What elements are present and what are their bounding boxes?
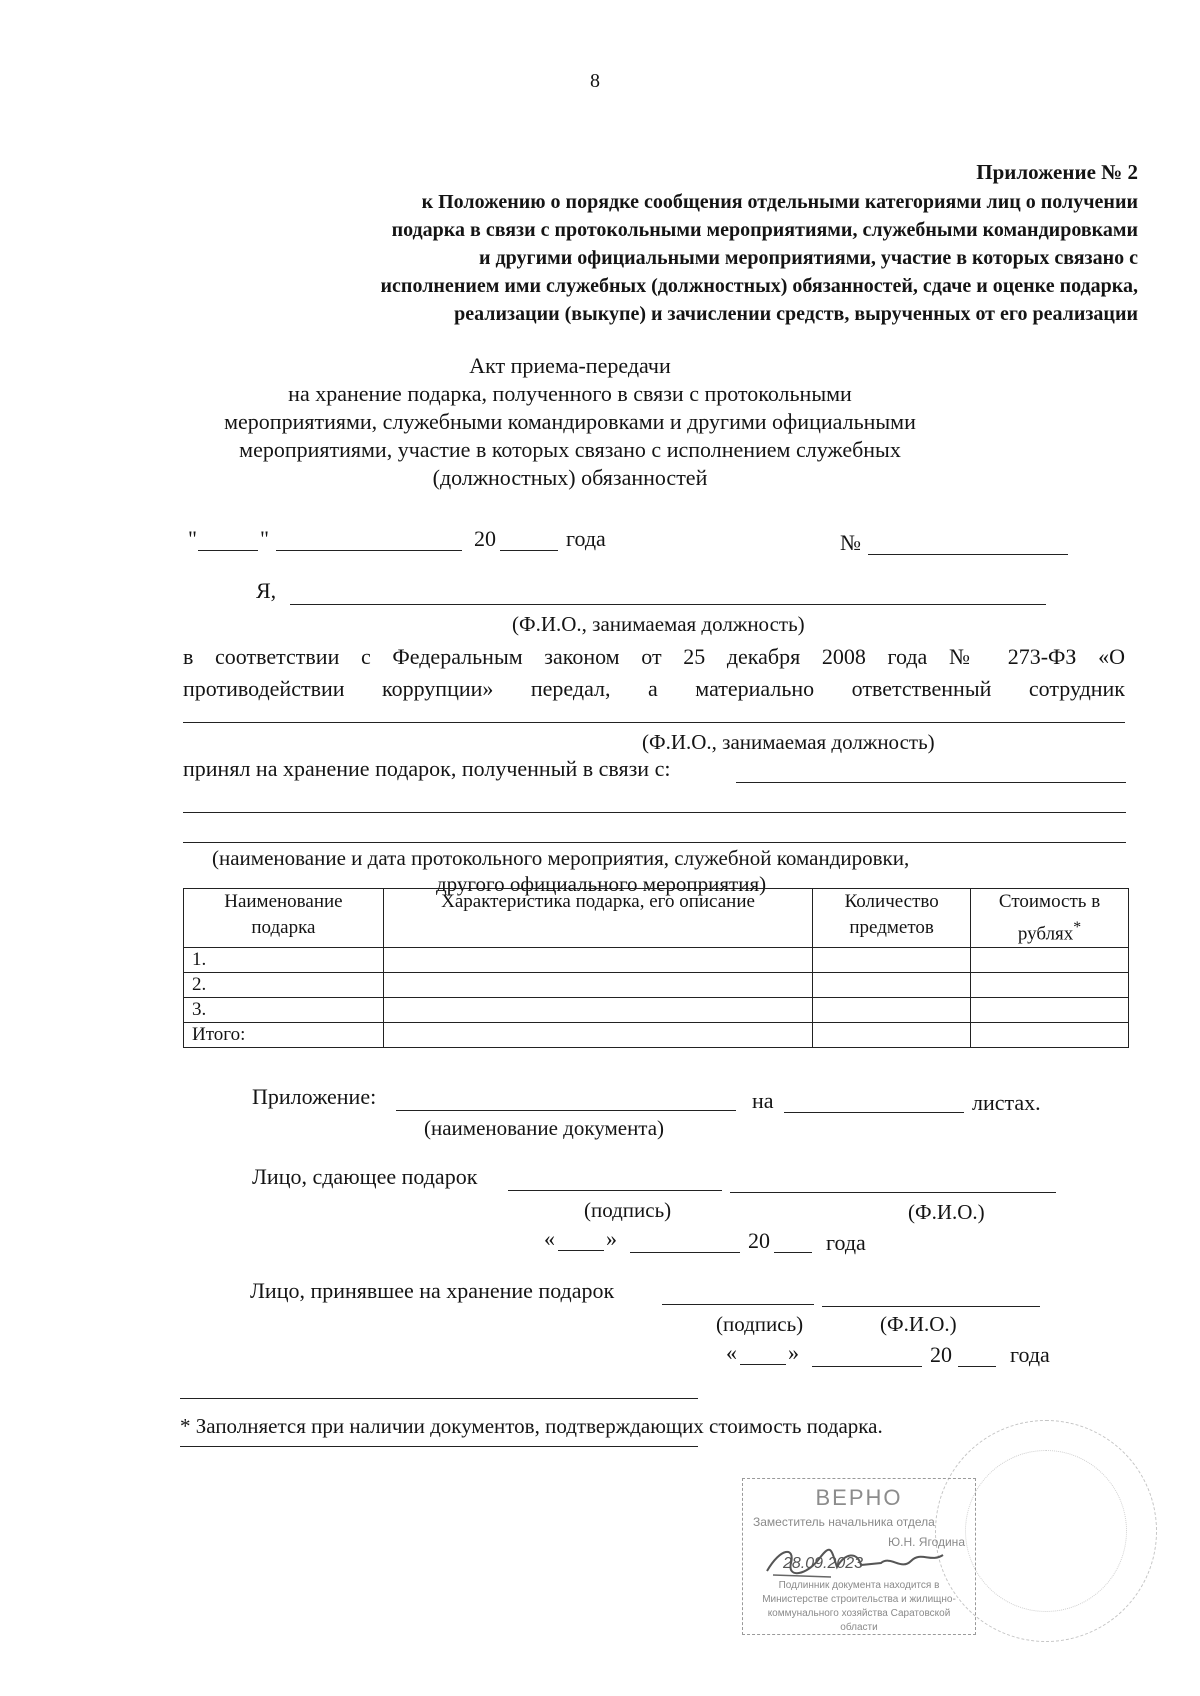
- act-subtitle-line: (должностных) обязанностей: [432, 465, 708, 490]
- giver-quote-open: «: [544, 1226, 555, 1251]
- law-line-1: в соответствии с Федеральным законом от 25 декабря 2008 года № 273-ФЗ «О: [183, 644, 1125, 669]
- page-number: 8: [590, 70, 600, 92]
- law-line-2: противодействии коррупции» передал, а материально ответственный сотрудник: [183, 676, 1125, 701]
- annex-line: к Положению о порядке сообщения отдельными категориями лиц о получении: [421, 191, 1138, 213]
- event-field-2[interactable]: [183, 812, 1126, 813]
- event-caption-1: (наименование и дата протокольного мероприятия, служебной командировки,: [212, 846, 910, 870]
- act-subtitle-line: мероприятиями, участие в которых связано с исполнением служебных: [239, 437, 901, 462]
- quantity-cell[interactable]: [813, 973, 971, 998]
- certification-stamp: [742, 1478, 976, 1635]
- stamp-bottom-text: Подлинник документа находится в Министерстве строительства и жилищно-коммунального хозяйства Саратовской области: [762, 1580, 956, 1633]
- footnote-divider: [180, 1398, 698, 1399]
- giver-quote-close: »: [606, 1226, 617, 1251]
- giver-name-field[interactable]: [290, 604, 1046, 605]
- description-cell[interactable]: [383, 1023, 812, 1048]
- stamp-name: Ю.Н. Ягодина: [888, 1535, 965, 1549]
- giver-year-suffix: года: [826, 1230, 866, 1255]
- receiver-year-prefix: 20: [930, 1342, 952, 1367]
- receiver-quote-close: »: [788, 1340, 799, 1365]
- row-label: 3.: [184, 998, 384, 1023]
- cost-cell[interactable]: [971, 948, 1129, 973]
- receiver-fio-field[interactable]: [822, 1306, 1040, 1307]
- stamp-header: ВЕРНО: [815, 1485, 903, 1510]
- giver-year-prefix: 20: [748, 1228, 770, 1253]
- col-header-quantity: Количество предметов: [813, 889, 971, 948]
- giver-sign-caption: (подпись): [584, 1198, 672, 1222]
- table-row: [184, 948, 1129, 973]
- act-heading: [140, 352, 1000, 492]
- annex-line: реализации (выкупе) и зачислении средств, вырученных от его реализации: [454, 303, 1138, 325]
- footnote-text: * Заполняется при наличии документов, подтверждающих стоимость подарка.: [180, 1414, 883, 1438]
- act-subtitle-line: мероприятиями, служебными командировками и другими официальными: [224, 409, 916, 434]
- act-number-field[interactable]: [868, 554, 1068, 555]
- attachment-doc-field[interactable]: [396, 1110, 736, 1111]
- cost-cell[interactable]: [971, 1023, 1129, 1048]
- accepted-label: принял на хранение подарок, полученный в связи с:: [183, 756, 671, 781]
- event-field-1[interactable]: [736, 782, 1126, 783]
- giver-label: Лицо, сдающее подарок: [252, 1164, 478, 1189]
- act-title: Акт приема-передачи: [469, 353, 671, 378]
- attachment-sheets: листах.: [972, 1090, 1041, 1115]
- annex-line: подарка в связи с протокольными мероприятиями, служебными командировками: [391, 219, 1138, 241]
- description-cell[interactable]: [383, 998, 812, 1023]
- receiver-sign-caption: (подпись): [716, 1312, 804, 1336]
- col-header-cost: [971, 889, 1129, 948]
- gifts-table: [183, 888, 1129, 1048]
- giver-fio-caption: (Ф.И.О.): [908, 1200, 985, 1224]
- receiver-signature-field[interactable]: [662, 1304, 814, 1305]
- footnote-star: *: [1073, 919, 1082, 936]
- giver-month-field[interactable]: [630, 1252, 740, 1253]
- quantity-cell[interactable]: [813, 948, 971, 973]
- stamp-position: Заместитель начальника отдела: [753, 1515, 935, 1529]
- table-row: [184, 973, 1129, 998]
- description-cell[interactable]: [383, 948, 812, 973]
- giver-day-field[interactable]: [558, 1250, 604, 1251]
- giver-year-field[interactable]: [774, 1252, 812, 1253]
- receiver-year-suffix: года: [1010, 1342, 1050, 1367]
- number-label: №: [840, 530, 861, 555]
- month-field[interactable]: [276, 550, 462, 551]
- description-cell[interactable]: [383, 973, 812, 998]
- receiver-day-field[interactable]: [740, 1364, 786, 1365]
- annex-line: и другими официальными мероприятиями, участие в которых связано с: [479, 247, 1138, 269]
- receiver-name-field[interactable]: [183, 722, 1125, 723]
- attachment-sheets-field[interactable]: [784, 1112, 964, 1113]
- col-header-description: Характеристика подарка, его описание: [383, 889, 812, 948]
- year-field[interactable]: [500, 550, 558, 551]
- year-suffix: года: [566, 526, 606, 551]
- receiver-label: Лицо, принявшее на хранение подарок: [250, 1278, 615, 1303]
- annex-title: Приложение № 2: [976, 160, 1138, 184]
- receiver-fio-caption: (Ф.И.О.): [880, 1312, 957, 1336]
- fio-caption-1: (Ф.И.О., занимаемая должность): [512, 612, 805, 636]
- year-prefix: 20: [474, 526, 496, 551]
- receiver-year-field[interactable]: [958, 1366, 996, 1367]
- col-header-name: Наименование подарка: [184, 889, 384, 948]
- giver-signature-field[interactable]: [508, 1190, 722, 1191]
- official-seal-inner: [965, 1450, 1127, 1612]
- receiver-quote-open: «: [726, 1340, 737, 1365]
- annex-line: исполнением ими служебных (должностных) обязанностей, сдаче и оценке подарка,: [380, 275, 1138, 297]
- attachment-label: Приложение:: [252, 1084, 377, 1109]
- table-row: [184, 998, 1129, 1023]
- receiver-month-field[interactable]: [812, 1366, 922, 1367]
- date-quote-open: ": [188, 526, 197, 551]
- date-quote-close: ": [260, 526, 269, 551]
- event-caption-2: другого официального мероприятия): [436, 872, 767, 896]
- cost-header-text: Стоимость в рублях: [998, 891, 1101, 945]
- stamp-date: 28.09.2023: [783, 1555, 864, 1572]
- quantity-cell[interactable]: [813, 1023, 971, 1048]
- cost-cell[interactable]: [971, 998, 1129, 1023]
- day-field[interactable]: [198, 550, 258, 551]
- attachment-caption: (наименование документа): [424, 1116, 665, 1140]
- giver-fio-field[interactable]: [730, 1192, 1056, 1193]
- table-header-row: [184, 889, 1129, 948]
- total-label: Итого:: [184, 1023, 384, 1048]
- row-label: 2.: [184, 973, 384, 998]
- fio-caption-2: (Ф.И.О., занимаемая должность): [642, 730, 935, 754]
- footnote-divider-bottom: [180, 1446, 698, 1447]
- table-row-total: [184, 1023, 1129, 1048]
- act-subtitle-line: на хранение подарка, полученного в связи с протокольными: [288, 381, 852, 406]
- cost-cell[interactable]: [971, 973, 1129, 998]
- quantity-cell[interactable]: [813, 998, 971, 1023]
- i-label: Я,: [256, 578, 277, 603]
- attachment-on: на: [752, 1088, 774, 1113]
- event-field-3[interactable]: [183, 842, 1126, 843]
- annex-description: [381, 188, 1138, 328]
- row-label: 1.: [184, 948, 384, 973]
